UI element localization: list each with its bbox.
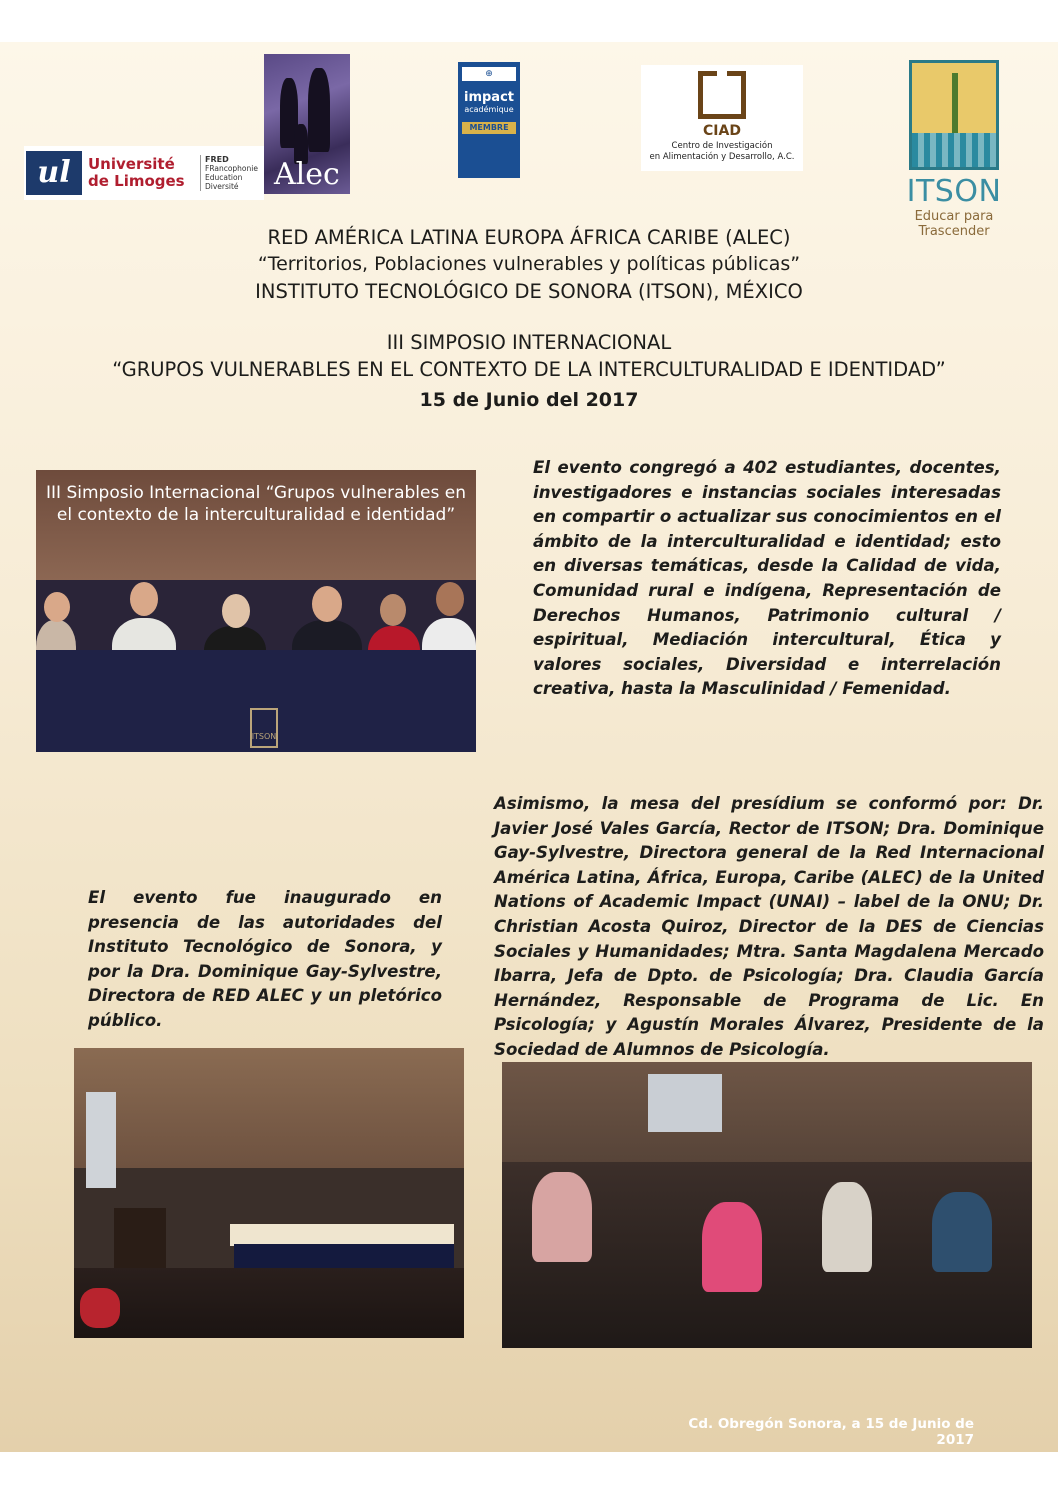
academique-word: académique xyxy=(464,105,514,114)
banner-caption: III Simposio Internacional “Grupos vulnerables en el contexto de la interculturalidad e identidad” xyxy=(46,483,466,525)
itson-wave-shape xyxy=(912,133,996,167)
fred-sub-2: Education xyxy=(205,173,243,182)
ciad-name: CIAD xyxy=(703,123,741,139)
wall-shape xyxy=(74,1048,464,1168)
fred-sub-1: FRancophonie xyxy=(205,164,258,173)
limoges-line1: Université xyxy=(88,155,175,173)
itson-logo xyxy=(906,60,1002,240)
attendee-shape xyxy=(822,1182,872,1272)
itson-slogan-1: Educar para xyxy=(914,209,994,224)
un-emblem-icon: ⊕ xyxy=(462,67,516,81)
panelist-head-shape xyxy=(44,592,70,622)
panelist-head-shape xyxy=(130,582,158,616)
panelist-head-shape xyxy=(436,582,464,616)
audience-shape xyxy=(74,1268,464,1338)
panelist-head-shape xyxy=(222,594,250,628)
symposium-subtitle: “GRUPOS VULNERABLES EN EL CONTEXTO DE LA INTERCULTURALIDAD E IDENTIDAD” xyxy=(112,358,946,381)
membre-band: MEMBRE xyxy=(462,122,516,134)
audience-member-shape xyxy=(80,1288,120,1328)
projection-screen-shape xyxy=(648,1074,722,1132)
limoges-line2: de Limoges xyxy=(88,172,185,190)
attendee-shape xyxy=(702,1202,762,1292)
inauguration-photo xyxy=(74,1048,464,1338)
symposium-date: 15 de Junio del 2017 xyxy=(419,389,639,411)
ciad-mark-icon xyxy=(698,71,746,119)
fred-title: FRED xyxy=(205,155,229,164)
alec-logo xyxy=(264,54,350,194)
fred-sub-3: Diversité xyxy=(205,182,239,191)
impact-word: impact xyxy=(463,90,514,105)
attendee-shape xyxy=(532,1172,592,1262)
panel-photo xyxy=(36,470,476,752)
presidium-paragraph: Asimismo, la mesa del presídium se conformó por: Dr. Javier José Vales García, Rector de ITSON; Dra. Dominique Gay-Sylvestre, Directora general de la Red Internacional América Latina, África, Europa, Caribe (ALEC) de la United Nations of Academic Impact (UNAI) – label de la ONU; Dr. Christian Acosta Quiroz, Director de la DES de Ciencias Sociales y Humanidades; Mtra. Santa Magdalena Mercado Ibarra, Jefa de Dpto. de Psicología; Dra. Claudia García Hernández, Responsable de Programa de Lic. En Psicología; y Agustín Morales Álvarez, Presidente de la Sociedad de Alumnos de Psicología. xyxy=(494,794,1044,1059)
universite-de-limoges-logo xyxy=(24,146,264,200)
inauguration-paragraph: El evento fue inaugurado en presencia de las autoridades del Instituto Tecnológico de Sonora, y por la Dra. Dominique Gay-Sylvestre, Directora de RED ALEC y un pletórico público. xyxy=(88,888,442,1030)
itson-name: ITSON xyxy=(906,174,1002,209)
place-date-footer: Cd. Obregón Sonora, a 15 de Junio de 2017 xyxy=(688,1416,974,1448)
ciad-subtitle xyxy=(641,141,803,163)
ciad-sub-2: en Alimentación y Desarrollo, A.C. xyxy=(649,152,795,162)
itson-plant-shape xyxy=(952,73,958,139)
audience-photo xyxy=(502,1062,1032,1348)
event-paragraph: El evento congregó a 402 estudiantes, docentes, investigadores e instancias sociales interesadas en compartir o actualizar sus conocimientos en el ámbito de la interculturalidad e identidad; esto en diversas temáticas, desde la Calidad de vida, Comunidad rural e indígena, Representación de Derechos Humanos, Patrimonio cultural / espiritual, Mediación intercultural, Ética y valores sociales, Diversidad e interrelación creativa, hasta la Masculinidad / Femenidad. xyxy=(533,458,1001,699)
ciad-sub-1: Centro de Investigación xyxy=(671,141,773,151)
document-page xyxy=(0,42,1058,1452)
attendee-shape xyxy=(932,1192,992,1272)
itson-emblem-icon xyxy=(909,60,999,170)
ul-mark-icon: ul xyxy=(26,151,82,195)
itson-seal-icon xyxy=(250,708,278,748)
institute-heading: INSTITUTO TECNOLÓGICO DE SONORA (ITSON), MÉXICO xyxy=(255,280,803,303)
alec-figure-icon xyxy=(308,68,330,152)
seal-label: ITSON xyxy=(251,732,277,741)
panelist-head-shape xyxy=(312,586,342,622)
screen-shape xyxy=(86,1092,116,1188)
symposium-title: III SIMPOSIO INTERNACIONAL xyxy=(386,331,672,354)
panelist-head-shape xyxy=(380,594,406,626)
impact-academique-logo xyxy=(458,62,520,178)
network-theme: “Territorios, Poblaciones vulnerables y políticas públicas” xyxy=(257,253,801,275)
alec-wordmark: Alec xyxy=(274,157,340,192)
ciad-logo xyxy=(641,65,803,171)
panel-row-shape xyxy=(230,1224,454,1246)
limoges-name xyxy=(88,156,200,190)
fred-label xyxy=(200,155,263,191)
network-heading: RED AMÉRICA LATINA EUROPA ÁFRICA CARIBE (ALEC) xyxy=(267,226,791,249)
itson-slogan-2: Trascender xyxy=(918,224,990,239)
